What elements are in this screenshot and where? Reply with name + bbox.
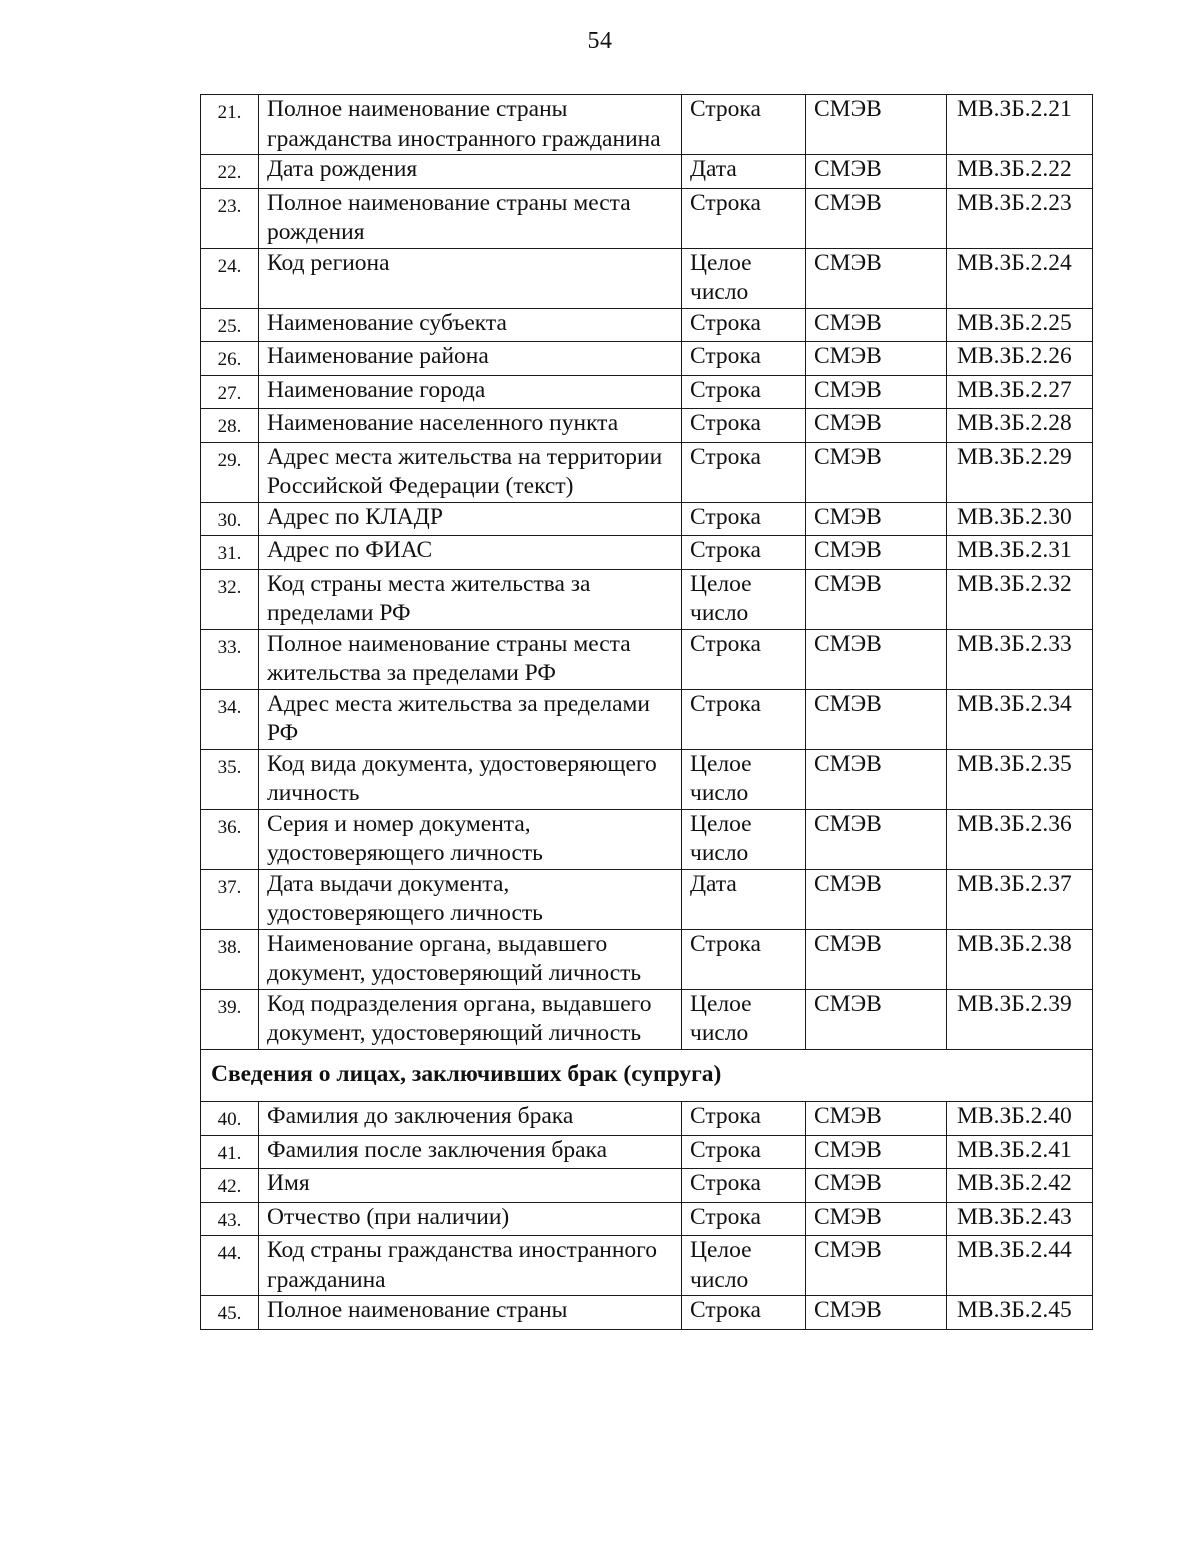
field-code: МВ.ЗБ.2.23 [947,188,1093,248]
field-name: Адрес по ФИАС [259,536,682,570]
page-number: 54 [587,28,613,54]
field-code: МВ.ЗБ.2.45 [947,1296,1093,1330]
table-row [201,442,1093,502]
field-source: СМЭВ [806,442,947,502]
field-name: Фамилия после заключения брака [259,1135,682,1169]
field-type: Строка [682,1135,806,1169]
table-row [201,1102,1093,1136]
section-title: Сведения о лицах, заключивших брак (супруга) [201,1049,1093,1102]
field-source: СМЭВ [806,188,947,248]
field-code: МВ.ЗБ.2.33 [947,629,1093,689]
field-source: СМЭВ [806,248,947,308]
field-source: СМЭВ [806,869,947,929]
row-number: 34. [201,689,259,749]
row-number: 37. [201,869,259,929]
field-name: Код страны гражданства иностранного гражданина [259,1236,682,1296]
field-name: Код страны места жительства за пределами РФ [259,569,682,629]
table-row [201,1296,1093,1330]
table-row [201,809,1093,869]
table-row [201,155,1093,189]
row-number: 44. [201,1236,259,1296]
field-name: Адрес места жительства за пределами РФ [259,689,682,749]
field-code: МВ.ЗБ.2.41 [947,1135,1093,1169]
field-type: Строка [682,536,806,570]
field-name: Код подразделения органа, выдавшего документ, удостоверяющий личность [259,989,682,1049]
field-source: СМЭВ [806,155,947,189]
field-code: МВ.ЗБ.2.44 [947,1236,1093,1296]
row-number: 26. [201,342,259,376]
row-number: 41. [201,1135,259,1169]
table-row [201,989,1093,1049]
field-source: СМЭВ [806,342,947,376]
field-source: СМЭВ [806,502,947,536]
data-elements-table [200,94,1093,1330]
row-number: 31. [201,536,259,570]
field-code: МВ.ЗБ.2.36 [947,809,1093,869]
table-row [201,1236,1093,1296]
field-type: Строка [682,188,806,248]
row-number: 35. [201,749,259,809]
field-code: МВ.ЗБ.2.43 [947,1202,1093,1236]
field-source: СМЭВ [806,1296,947,1330]
table-row [201,188,1093,248]
field-code: МВ.ЗБ.2.30 [947,502,1093,536]
field-type: Строка [682,1169,806,1203]
table-row [201,308,1093,342]
field-source: СМЭВ [806,1236,947,1296]
field-type: Целое число [682,569,806,629]
field-name: Полное наименование страны гражданства иностранного гражданина [259,95,682,155]
field-source: СМЭВ [806,375,947,409]
row-number: 27. [201,375,259,409]
field-name: Дата рождения [259,155,682,189]
field-code: МВ.ЗБ.2.38 [947,929,1093,989]
field-code: МВ.ЗБ.2.28 [947,409,1093,443]
field-type: Строка [682,929,806,989]
field-code: МВ.ЗБ.2.22 [947,155,1093,189]
row-number: 28. [201,409,259,443]
field-type: Строка [682,1202,806,1236]
table-row [201,95,1093,155]
field-code: МВ.ЗБ.2.29 [947,442,1093,502]
row-number: 36. [201,809,259,869]
field-type: Строка [682,1102,806,1136]
table-row [201,929,1093,989]
field-code: МВ.ЗБ.2.26 [947,342,1093,376]
field-type: Строка [682,342,806,376]
table-row [201,502,1093,536]
field-source: СМЭВ [806,929,947,989]
field-source: СМЭВ [806,1202,947,1236]
field-code: МВ.ЗБ.2.37 [947,869,1093,929]
row-number: 22. [201,155,259,189]
table-body-before-section [201,95,1093,1050]
row-number: 29. [201,442,259,502]
field-code: МВ.ЗБ.2.24 [947,248,1093,308]
field-name: Серия и номер документа, удостоверяющего личность [259,809,682,869]
field-type: Строка [682,409,806,443]
field-type: Строка [682,95,806,155]
field-type: Строка [682,1296,806,1330]
field-code: МВ.ЗБ.2.34 [947,689,1093,749]
table-body-after-section [201,1102,1093,1330]
table-row [201,248,1093,308]
field-name: Фамилия до заключения брака [259,1102,682,1136]
table-row [201,1169,1093,1203]
table-row [201,536,1093,570]
field-type: Целое число [682,1236,806,1296]
field-code: МВ.ЗБ.2.21 [947,95,1093,155]
table-row [201,409,1093,443]
row-number: 30. [201,502,259,536]
field-source: СМЭВ [806,536,947,570]
field-type: Целое число [682,248,806,308]
field-code: МВ.ЗБ.2.35 [947,749,1093,809]
table-row [201,869,1093,929]
table-row [201,342,1093,376]
table-row [201,629,1093,689]
field-type: Целое число [682,809,806,869]
row-number: 25. [201,308,259,342]
field-name: Код вида документа, удостоверяющего личность [259,749,682,809]
row-number: 42. [201,1169,259,1203]
field-name: Полное наименование страны [259,1296,682,1330]
field-type: Строка [682,629,806,689]
row-number: 21. [201,95,259,155]
field-name: Код региона [259,248,682,308]
table-row [201,1135,1093,1169]
table-row [201,749,1093,809]
field-name: Имя [259,1169,682,1203]
field-name: Наименование субъекта [259,308,682,342]
field-type: Целое число [682,749,806,809]
row-number: 23. [201,188,259,248]
field-source: СМЭВ [806,809,947,869]
field-type: Строка [682,689,806,749]
row-number: 39. [201,989,259,1049]
field-type: Дата [682,869,806,929]
field-code: МВ.ЗБ.2.40 [947,1102,1093,1136]
field-code: МВ.ЗБ.2.25 [947,308,1093,342]
field-name: Полное наименование страны места рождения [259,188,682,248]
field-name: Наименование населенного пункта [259,409,682,443]
section-header-row-group [201,1049,1093,1102]
field-source: СМЭВ [806,95,947,155]
row-number: 32. [201,569,259,629]
field-code: МВ.ЗБ.2.42 [947,1169,1093,1203]
field-source: СМЭВ [806,689,947,749]
field-code: МВ.ЗБ.2.27 [947,375,1093,409]
field-type: Строка [682,502,806,536]
field-name: Адрес по КЛАДР [259,502,682,536]
field-source: СМЭВ [806,989,947,1049]
section-header-row [201,1049,1093,1102]
field-source: СМЭВ [806,1102,947,1136]
field-source: СМЭВ [806,749,947,809]
table-row [201,689,1093,749]
field-type: Дата [682,155,806,189]
field-name: Адрес места жительства на территории Российской Федерации (текст) [259,442,682,502]
field-name: Отчество (при наличии) [259,1202,682,1236]
table-row [201,569,1093,629]
field-source: СМЭВ [806,629,947,689]
row-number: 40. [201,1102,259,1136]
row-number: 24. [201,248,259,308]
field-type: Строка [682,442,806,502]
field-name: Наименование органа, выдавшего документ, удостоверяющий личность [259,929,682,989]
field-type: Целое число [682,989,806,1049]
field-code: МВ.ЗБ.2.31 [947,536,1093,570]
field-code: МВ.ЗБ.2.32 [947,569,1093,629]
field-source: СМЭВ [806,308,947,342]
field-type: Строка [682,308,806,342]
field-name: Полное наименование страны места жительства за пределами РФ [259,629,682,689]
field-source: СМЭВ [806,409,947,443]
row-number: 33. [201,629,259,689]
field-type: Строка [682,375,806,409]
row-number: 38. [201,929,259,989]
field-code: МВ.ЗБ.2.39 [947,989,1093,1049]
field-source: СМЭВ [806,1169,947,1203]
field-name: Наименование района [259,342,682,376]
field-source: СМЭВ [806,1135,947,1169]
field-source: СМЭВ [806,569,947,629]
field-name: Наименование города [259,375,682,409]
table-row [201,1202,1093,1236]
row-number: 45. [201,1296,259,1330]
row-number: 43. [201,1202,259,1236]
table-row [201,375,1093,409]
field-name: Дата выдачи документа, удостоверяющего личность [259,869,682,929]
